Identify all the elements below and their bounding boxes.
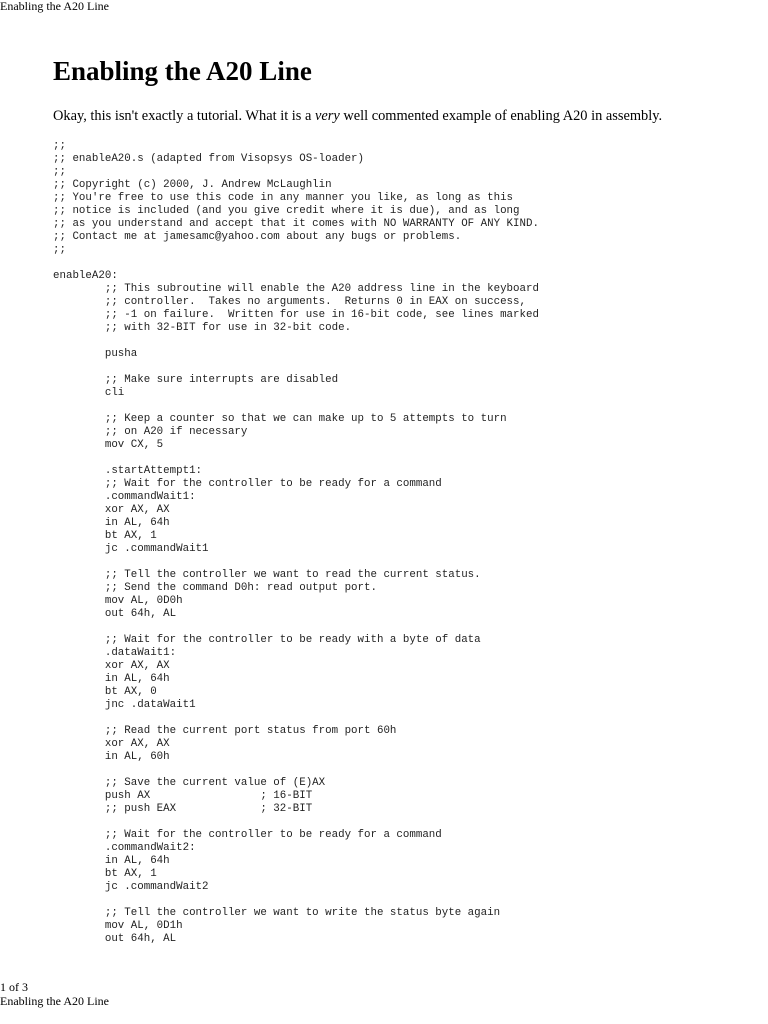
- page-indicator: 1 of 3: [0, 980, 28, 994]
- intro-text-start: Okay, this isn't exactly a tutorial. What it is a: [53, 108, 315, 124]
- print-footer-title: Enabling the A20 Line: [0, 994, 109, 1008]
- intro-paragraph: [53, 108, 662, 125]
- intro-emphasis: very: [314, 108, 340, 124]
- intro-text-end: well commented example of enabling A20 in assembly.: [339, 108, 663, 124]
- print-header-title: Enabling the A20 Line: [0, 0, 109, 13]
- page-title: Enabling the A20 Line: [53, 56, 312, 86]
- assembly-code-block: ;; ;; enableA20.s (adapted from Visopsys OS-loader) ;; ;; Copyright (c) 2000, J. Andrew McLaughlin ;; You're free to use this code in any manner you like, as long as this ;; notice is included (and you give credit where it is due), and as long ;; as you understand and accept that it comes with NO WARRANTY OF ANY KIND. ;; Contact me at jamesamc@yahoo.com about any bugs or problems. ;; enableA20: ;; This subroutine will enable the A20 address line in the keyboard ;; controller. Takes no arguments. Returns 0 in EAX on success, ;; -1 on failure. Written for use in 16-bit code, see lines marked ;; with 32-BIT for use in 32-bit code. pusha ;; Make sure interrupts are disabled cli ;; Keep a counter so that we can make up to 5 attempts to turn ;; on A20 if necessary mov CX, 5 .startAttempt1: ;; Wait for the controller to be ready for a command .commandWait1: xor AX, AX in AL, 64h bt AX, 1 jc .commandWait1 ;; Tell the controller we want to read the current status. ;; Send the command D0h: read output port. mov AL, 0D0h out 64h, AL ;; Wait for the controller to be ready with a byte of data .dataWait1: xor AX, AX in AL, 64h bt AX, 0 jnc .dataWait1 ;; Read the current port status from port 60h xor AX, AX in AL, 60h ;; Save the current value of (E)AX push AX ; 16-BIT ;; push EAX ; 32-BIT ;; Wait for the controller to be ready for a command .commandWait2: in AL, 64h bt AX, 1 jc .commandWait2 ;; Tell the controller we want to write the status byte again mov AL, 0D1h out 64h, AL: [53, 140, 539, 945]
